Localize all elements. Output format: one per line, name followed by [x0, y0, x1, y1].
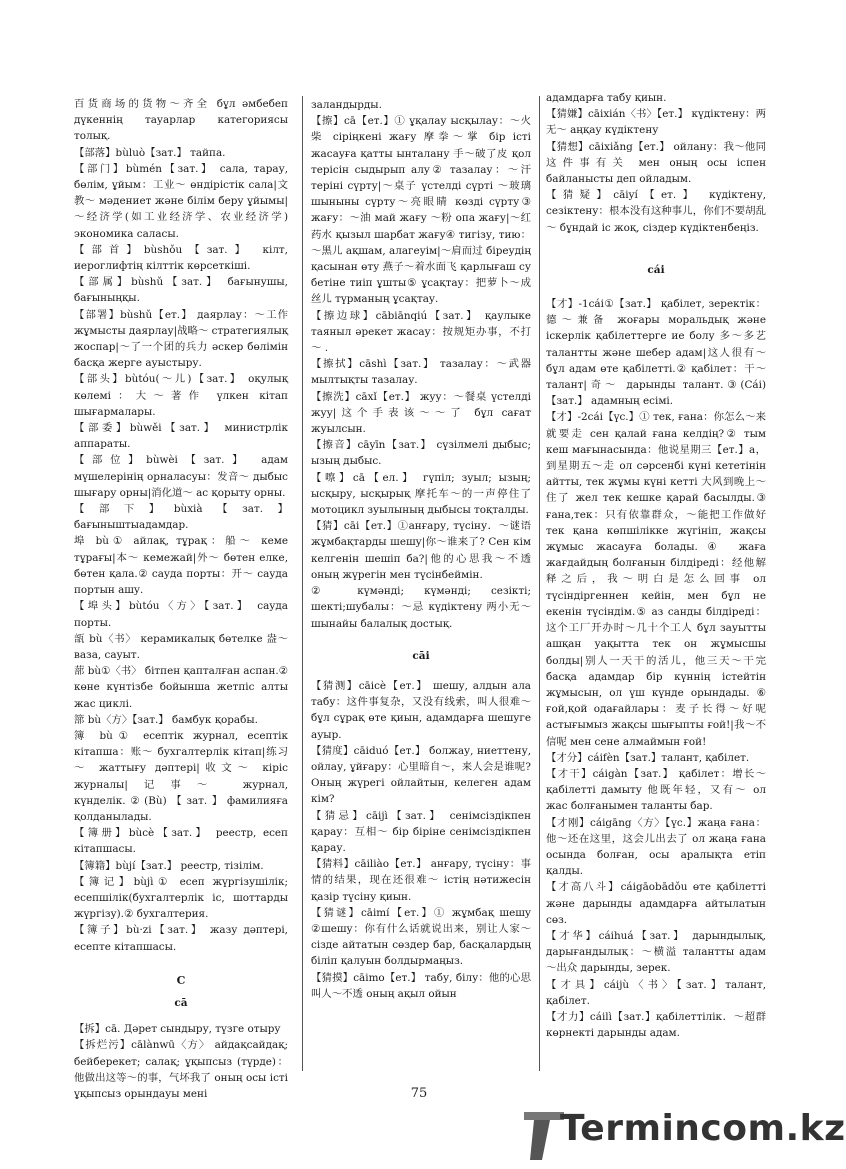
column-divider-left	[302, 96, 303, 1071]
dictionary-entry: 【猜忌】cāijì【зат.】 сенімсіздікпен қарау：互相～ бір біріне сенімсіздікпен қарау.	[311, 809, 531, 854]
dictionary-entry: 【才具】cáijù〈书〉【зат.】талант, қабілет.	[546, 978, 766, 1007]
dictionary-entry: 【才干】cáigàn【зат.】 қабілет：增长～ қабілетті дамыту 他既年轻，又有～ ол жас болғанымен таланты бар.	[546, 767, 766, 813]
dictionary-entry: заландырды.	[311, 99, 382, 111]
dictionary-entry: 【才】-2cái【үс.】① тек, ғана：你怎么～来就要走 сен қалай ғана келдің?② тым кеш мағынасында：他说星期三【ет.】а，到星期五～走 ол сәрсенбі күні кететінін айтты, тек жұмы күні кетті 大风到晚上～住了 жел тек кешке қарай басылды.③ ғана,тек：只有依靠群众，～能把工作做好 тек қана көпшілікке жүгініп, жақсы жұмыс жасауға болады.④ жаға жағдайдың болғанын білдіреді：经他解释之后，我～明白是怎么回事 ол түсіндіргеннен кейін, мен бұл не екенін түсіндім.⑤ аз санды білдіреді：这个工厂开办时～几十个工人 бұл зауытты ашқан уақытта тек он жұмысшы болды|别人一天干的活儿，他三天～干完 басқа адамдар бір күннің істейтін жұмысын, ол үш күнде орындады. ⑥ ғой,қой одағайлары：麦子长得～好呢 астығымыз жақсы шығыпты ғой!|我～不信呢 мен сене алмаймын ғой!	[546, 411, 766, 748]
dictionary-entry: 【猜】cāi【ет.】①анғару, түсіну．～谜语 жұмбақтарды шешу|你～谁来了? Сен кім келгенін шешіп ба?|他的心思我～不透 оның жүрегін мен түсінбеймін.	[311, 520, 531, 581]
section-heading: cā	[174, 996, 188, 1009]
dictionary-entry: 埠 bù① айлақ, тұрақ：船～ кеме тұрағы|本～ кемежай|外～ бөтен елке, бөтен қала.② сауда порты：开～ сауда портын ашу.	[74, 535, 288, 597]
column-middle	[311, 97, 531, 1000]
dictionary-entry: 【猜料】cāiliào【ет.】 анғару, түсіну：事情的结果，现在还很难～ істің нәтижесін қазір түсіну қиын.	[311, 858, 531, 903]
dictionary-entry: 【部首】bùshǒu【зат.】 кілт, иероглифтің кілттік көрсеткіші.	[74, 243, 288, 273]
dictionary-entry: ② күмәнді; күмәнді; сезікті; шекті;шубалы：～忌 күдіктену 两小无～ шынайы балалық достық.	[311, 585, 531, 630]
section-heading: C	[176, 973, 186, 987]
section-heading: cái	[647, 263, 665, 276]
dictionary-entry: 【才力】cáilì【зат.】қабілеттілік．～超群 көрнекті дарынды адам.	[546, 1010, 766, 1040]
dictionary-entry: 【猜疑】cāiyí【ет.】 күдіктену, сезіктену：根本没有这种事儿，你们不要胡乱～ бұндай іс жоқ, сіздер күдіктенбеңіз.	[546, 189, 766, 234]
dictionary-entry: 【擦】cā【ет.】① ұқалау ысқылау：～火柴 сіріңкені жағу 摩拳～掌 бір істі жасауға қатты ынталану 手～破了皮 қол терісін сыдырып алу② тазалау：～汗 теріні сүрту|～桌子 үстелді сүрті ～玻璃 шыныны сүрту～亮眼睛 көзді сүрту③ жағу：～油 май жағу ～粉 опа жағу|～红药水 қызыл шарбат жағу④ тигізу, тию：～黑儿 ақшам, алагеуім|～肩而过 біреудің қасынан өту 燕子～着水面飞 қарлығаш су бетіне тиіп ұшты⑤ ұсақтау：把萝卜～成丝儿 түрманың ұсақтау.	[311, 115, 531, 306]
dictionary-entry: 【部门】bùmén【зат.】 сала, тарау, бөлім, ұйым：工业～ өндірістік сала|文教～ мәдениет және білім беру ұйымы|～经济学(如工业经济学、农业经济学) экономика саласы.	[74, 162, 288, 240]
dictionary-entry: 【部属】bùshǔ【зат.】 бағынушы, бағыныңқы.	[74, 276, 288, 305]
dictionary-entry: 【才刚】cáigāng〈方〉【үс.】жаңа ғана：他～还在这里，这会儿出去了 ол жаңа ғана осында болған, осы аралықта етіп қалды.	[546, 816, 766, 878]
dictionary-entry: 【猜测】cāicè【ет.】 шешу, алдын ала табу：这件事复杂，又没有线索，叫人很难～ бұл сұрақ өте қиын, адамдарға шешуге ауыр.	[311, 679, 531, 741]
dictionary-entry: 【拆烂污】cālànwū〈方〉 айдақсайдақ; бейберекет; салақ; ұқыпсыз (түрде)：他做出这等～的事，气坏我了 оның осы істі ұқыпсыз орындауы мені	[74, 1039, 288, 1100]
dictionary-entry: 【猜嫌】cāixián〈书〉【ет.】 күдіктену：两无～ аңқау күдіктену	[546, 108, 766, 137]
dictionary-entry: 篰 bù〈方〉【зат.】 бамбук қорабы.	[74, 713, 258, 726]
dictionary-entry: 【簿记】bùjì① есеп жүргізушілік; есепшілік(бухгалтерлік іс, шоттарды жүргізу).② бухгалтерия.	[74, 875, 288, 921]
dictionary-entry: 【埠头】bùtóu〈方〉【зат.】 сауда порты.	[74, 600, 288, 629]
dictionary-entry: 【嚓】cā【ел.】 гүпіл; зуыл; ызың; ысқыру, ысқырық 摩托车～的一声停住了 мотоцикл зуылының дыбысы тоқталды.	[311, 471, 531, 517]
dictionary-entry: 瓿 bù〈书〉 керамикалық бөтелке 盎～ваза, сауыт.	[74, 632, 288, 661]
dictionary-entry: 【部下】bùxià【зат.】 бағыныштыадамдар.	[74, 503, 288, 532]
section-heading: cāi	[412, 649, 430, 662]
dictionary-entry: 【部位】bùwèi【зат.】 адам мүшелерінің орналасуы：发音～ дыбыс шығару орны|消化道～ ас қорыту орны.	[74, 454, 288, 499]
dictionary-entry: 【簿册】bùcè【зат.】 реестр, есеп кітапшасы.	[74, 827, 288, 856]
dictionary-entry: 蔀 bù①〈书〉 бітпен қапталған аспан.② көне күнтізбе бойынша жетпіс алты жас циклі.	[74, 665, 288, 710]
logo-t-bar-icon	[524, 1112, 564, 1120]
dictionary-entry: 【才华】cáihuá【зат.】 дарындылық, дарығандылық：～横溢 талантты адам ～出众 дарынды, зерек.	[546, 929, 766, 975]
dictionary-entry: 【擦音】cāyīn【зат.】 сүзілмелі дыбыс; ызың дыбыс.	[311, 439, 531, 468]
dictionary-entry: 【才分】cáifèn【зат.】талант, қабілет.	[546, 751, 750, 764]
dictionary-entry: 簿 bù① есептік журнал, есептік кітапша：账～ бухгалтерлік кітап|练习～ жаттығу дәптері|收文～ кіріс журналы|记事～ журнал, күнделік.②(Bù)【зат.】фамилияға қолданылады.	[74, 729, 288, 823]
column-right	[546, 90, 766, 1070]
dictionary-entry: 【拆】cā. Дәрет сындыру, түзге отыру	[74, 1023, 281, 1036]
dictionary-entry: 【部落】bùluò【зат.】 тайпа.	[74, 146, 226, 159]
dictionary-entry: адамдарға табу қиын.	[546, 92, 667, 104]
dictionary-entry: 【擦拭】cāshì【зат.】 тазалау：～武器 мылтықты тазалау.	[311, 358, 531, 387]
column-divider-right	[539, 96, 540, 1071]
dictionary-entry: 【才】-1cái①【зат.】 қабілет, зеректік：德～兼备 жоғары моральдық және іскерлік қабілеттерге ие болу 多～多艺 талантты және шебер адам|这人很有～ бұл адам өте қабілетті.② қабілет：干～ талант|奇～ дарынды талант.③(Cái)【зат.】 адамның есімі.	[546, 298, 766, 408]
column-left	[74, 96, 289, 1100]
dictionary-entry: 【部委】bùwěi【зат.】 министрлік аппараты.	[74, 422, 288, 451]
dictionary-entry: 【猜想】cāixiǎng【ет.】 ойлану：我～他同这件事有关 мен оның осы іспен байланысты деп ойладым.	[546, 140, 766, 186]
dictionary-entry: 【部署】bùshǔ【ет.】 даярлау：～工作 жұмысты даярлау|战略～ стратегиялық жоспар|～了一个团的兵力 әскер бөлімін басқа жерге ауыстыру.	[74, 308, 289, 370]
dictionary-entry: 【猜摸】cāimo【ет.】 табу, білу：他的心思叫人～不透 оның ақыл ойын	[311, 971, 531, 1000]
dictionary-entry: 【擦洗】cāxǐ【ет.】 жуу：～餐桌 үстелді жуу|这个手表该～～了 бұл сағат жуылсын.	[311, 390, 531, 436]
dictionary-entry: 百货商场的货物～齐全 бұл әмбебеп дүкеннің тауарлар категориясы толық.	[74, 98, 288, 143]
dictionary-entry: 【簿籍】bùjí【зат.】 реестр, тізілім.	[74, 859, 264, 872]
page-number: 75	[410, 1086, 428, 1101]
dictionary-entry: 【猜谜】cāimí【ет.】① жұмбақ шешу ②шешу：你有什么话就说出来，别让人家～ сізде айтатын сөздер бар, басқалардың біліп қалуын болдырмаңыз.	[311, 906, 531, 968]
dictionary-entry: 【才高八斗】cáigāobādǒu өте қабілетті және дарынды адамдарға айтылатын сөз.	[546, 881, 766, 926]
dictionary-entry: 【簿子】bù·zi【зат.】 жазу дәптері, есепте кітапшасы.	[74, 924, 288, 953]
dictionary-entry: 【猜度】cāiduó【ет.】 болжау, ниеттену, ойлау, ұйғару：心里暗自～，来人会是谁呢? Оның жүрегі ойлайтын, келеген адам кім?	[311, 744, 531, 806]
dictionary-entry: 【部头】bùtóu(～儿)【зат.】 оқулық көлемі：大～著作 үлкен кітап шығармалары.	[74, 373, 288, 418]
logo-wordmark[interactable]: Termincom.kz	[560, 1108, 846, 1149]
dictionary-entry: 【擦边球】cābiānqiú【зат.】 қаулыке таяныл әрекет жасау：按规矩办事，不打～ .	[311, 309, 531, 355]
